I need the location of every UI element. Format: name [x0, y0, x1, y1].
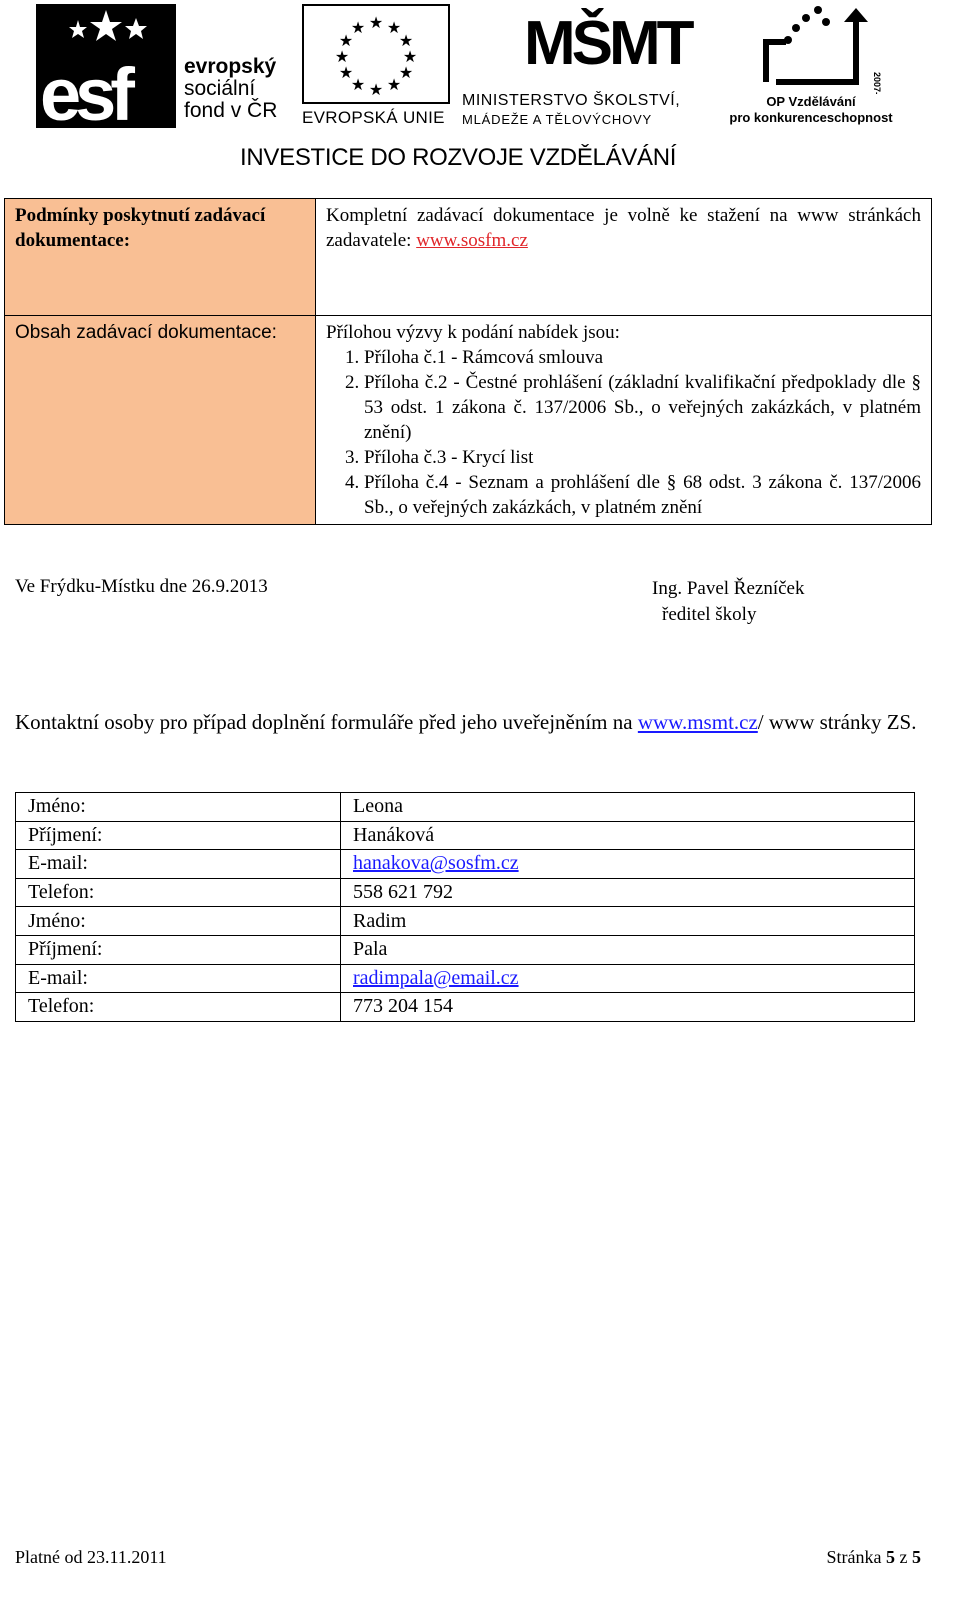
table-row — [16, 964, 915, 993]
contact-label: Příjmení: — [16, 935, 341, 964]
signer-role: ředitel školy — [662, 604, 757, 625]
op-line-2: pro konkurenceschopnost — [729, 110, 893, 125]
contact-label: Příjmení: — [16, 821, 341, 850]
contact-label: E-mail: — [16, 850, 341, 879]
podminky-text: Kompletní zadávací dokumentace je volně ke stažení na www stránkách zadavatele: — [326, 205, 921, 251]
table-row — [16, 993, 915, 1022]
email-link[interactable]: radimpala@email.cz — [353, 966, 519, 989]
svg-text:2007-13: 2007-13 — [872, 72, 882, 94]
eu-logo — [302, 4, 452, 128]
attachment-item: 3. Příloha č.3 - Krycí list — [364, 445, 921, 470]
attachment-list — [326, 345, 921, 520]
podminky-label: Podmínky poskytnutí zadávací dokumentace: — [5, 199, 316, 316]
attachment-item: 2. Příloha č.2 - Čestné prohlášení (základní kvalifikační předpoklady dle § 53 odst. 1 zákona č. 137/2006 Sb., o veřejných zakázkách, v platném znění) — [364, 370, 921, 445]
footer-valid-from: Platné od 23.11.2011 — [15, 1547, 167, 1567]
msmt-link[interactable]: www.msmt.cz — [637, 710, 758, 734]
op-line-1: OP Vzdělávání — [766, 94, 856, 109]
page-sep: z — [895, 1547, 912, 1567]
contact-label: Jméno: — [16, 907, 341, 936]
esf-text — [184, 56, 277, 122]
svg-text:★: ★ — [386, 18, 402, 37]
svg-text:★: ★ — [386, 75, 402, 94]
contact-value: Pala — [341, 935, 915, 964]
page-total: 5 — [912, 1547, 921, 1567]
logo-bar — [0, 0, 960, 185]
table-row — [16, 907, 915, 936]
svg-text:★: ★ — [334, 47, 350, 66]
eu-label: EVROPSKÁ UNIE — [302, 108, 445, 127]
svg-text:★: ★ — [350, 75, 366, 94]
table-row — [16, 935, 915, 964]
msmt-mark: MŠMT — [524, 9, 691, 78]
table-row — [16, 850, 915, 879]
contact-intro — [15, 708, 921, 736]
contact-value: Leona — [341, 793, 915, 822]
op-emblem-icon — [726, 2, 896, 94]
footer-page-number — [827, 1547, 921, 1568]
msmt-line-2: MLÁDEŽE A TĚLOVÝCHOVY — [462, 112, 652, 127]
contact-value: Radim — [341, 907, 915, 936]
esf-stars-icon — [36, 4, 176, 128]
msmt-logo — [462, 4, 718, 128]
obsah-intro: Přílohou výzvy k podání nabídek jsou: — [326, 322, 620, 343]
attachment-item: 1. Příloha č.1 - Rámcová smlouva — [364, 345, 921, 370]
podminky-value — [316, 199, 932, 316]
table-row — [16, 821, 915, 850]
eu-flag-icon — [302, 4, 450, 104]
svg-text:esf: esf — [40, 53, 129, 128]
contact-value — [341, 964, 915, 993]
contact-label: E-mail: — [16, 964, 341, 993]
contact-value — [341, 850, 915, 879]
obsah-value — [316, 316, 932, 525]
op-logo — [726, 2, 896, 130]
contact-intro-tail: / www stránky ZS. — [757, 710, 917, 734]
esf-line-3: fond v ČR — [184, 99, 278, 122]
svg-text:★: ★ — [398, 31, 414, 50]
signer-block — [652, 576, 804, 628]
svg-text:★: ★ — [368, 80, 384, 99]
attachment-item: 4. Příloha č.4 - Seznam a prohlášení dle § 68 odst. 3 zákona č. 137/2006 Sb., o veřejných zakázkách, v platném znění — [364, 470, 921, 520]
msmt-line-1: MINISTERSTVO ŠKOLSTVÍ, — [462, 92, 681, 109]
op-text — [726, 94, 896, 126]
page-current: 5 — [886, 1547, 895, 1567]
svg-text:★: ★ — [350, 18, 366, 37]
contact-value: 558 621 792 — [341, 878, 915, 907]
svg-text:★: ★ — [338, 31, 354, 50]
svg-text:★: ★ — [338, 63, 354, 82]
svg-text:★: ★ — [398, 63, 414, 82]
esf-logo — [36, 4, 296, 128]
info-table — [4, 198, 932, 525]
contact-value: 773 204 154 — [341, 993, 915, 1022]
table-row — [16, 878, 915, 907]
contact-label: Jméno: — [16, 793, 341, 822]
obsah-label: Obsah zadávací dokumentace: — [5, 316, 316, 525]
table-row-obsah — [5, 316, 932, 525]
esf-line-1: evropský — [184, 55, 277, 78]
contact-label: Telefon: — [16, 993, 341, 1022]
signer-name: Ing. Pavel Řezníček — [652, 578, 805, 599]
esf-mark — [36, 4, 176, 128]
email-link[interactable]: hanakova@sosfm.cz — [353, 852, 519, 875]
sosfm-link[interactable]: www.sosfm.cz — [416, 230, 528, 251]
page-prefix: Stránka — [826, 1547, 886, 1567]
table-row-podminky — [5, 199, 932, 316]
svg-text:★: ★ — [402, 47, 418, 66]
contact-table — [15, 792, 915, 1022]
place-date: Ve Frýdku-Místku dne 26.9.2013 — [15, 576, 268, 597]
contact-value: Hanáková — [341, 821, 915, 850]
table-row — [16, 793, 915, 822]
contact-intro-text: Kontaktní osoby pro případ doplnění formuláře před jeho uveřejněním na — [15, 710, 638, 734]
svg-text:★: ★ — [368, 13, 384, 32]
header-title: INVESTICE DO ROZVOJE VZDĚLÁVÁNÍ — [240, 144, 677, 171]
esf-line-2: sociální — [184, 77, 256, 100]
contact-label: Telefon: — [16, 878, 341, 907]
